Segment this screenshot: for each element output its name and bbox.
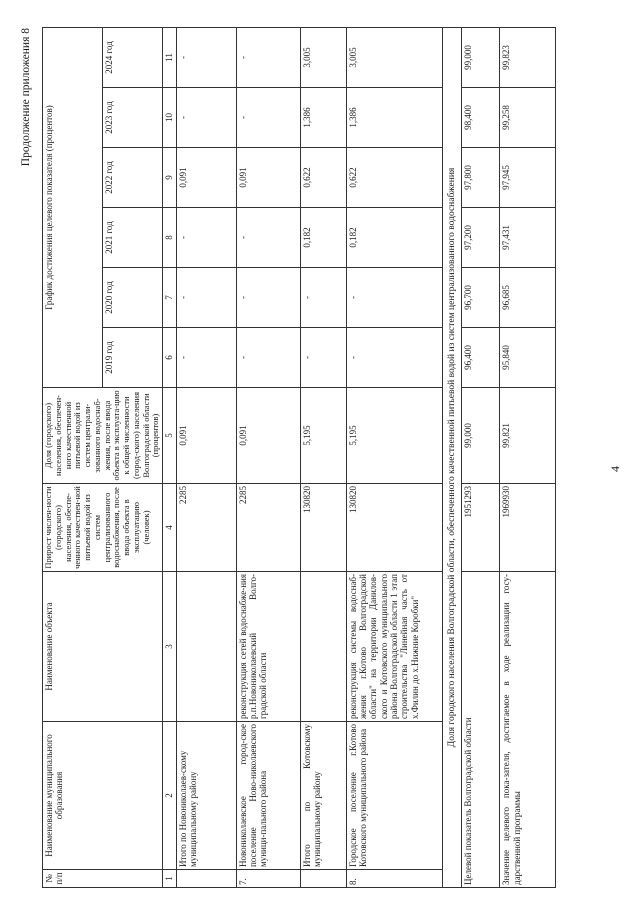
row-year-value: -	[236, 27, 300, 87]
row-year-value: 0,622	[346, 148, 442, 208]
header-year: 2022 год	[103, 148, 163, 208]
row-share: 5,195	[300, 388, 346, 484]
row-year-value: -	[176, 268, 236, 328]
header-row-1	[43, 27, 103, 887]
summary-row	[500, 27, 556, 887]
column-number: 7	[163, 268, 176, 328]
row-no	[176, 870, 236, 888]
column-number: 1	[163, 870, 176, 888]
row-municipality: Итого по Котовскому муниципальному району	[300, 722, 346, 870]
row-year-value: -	[176, 208, 236, 268]
table-row	[346, 27, 442, 887]
row-growth: 130820	[300, 484, 346, 572]
summary-share: 99,821	[500, 388, 556, 484]
row-year-value: 0,182	[346, 208, 442, 268]
row-no: 7.	[236, 870, 300, 888]
column-number: 4	[163, 484, 176, 572]
row-growth: 2285	[236, 484, 300, 572]
summary-year-value: 95,840	[500, 328, 556, 388]
header-municipality: Наименование муниципального образования	[43, 722, 163, 870]
summary-year-value: 96,685	[500, 268, 556, 328]
row-municipality: Городское поселение г.Котово Котовского муниципального района	[346, 722, 442, 870]
summary-year-value: 96,400	[462, 328, 500, 388]
row-object	[176, 572, 236, 722]
row-municipality: Новониколаевское город-ское поселение Ново-николаевского муници-пального района	[236, 722, 300, 870]
summary-year-value: 97,200	[462, 208, 500, 268]
row-year-value: 3,005	[346, 27, 442, 87]
row-year-value: 0,091	[176, 148, 236, 208]
column-number: 11	[163, 27, 176, 87]
header-growth: Прирост числен-ности (городского) населения, обеспе-ченного качествен-ной питьевой водой из систем централизованного водоснабжения, после ввода объекта в эксплуатацию (человек)	[43, 484, 163, 572]
row-year-value: -	[176, 27, 236, 87]
column-number: 9	[163, 148, 176, 208]
row-year-value: 3,005	[300, 27, 346, 87]
row-year-value: 0,182	[300, 208, 346, 268]
column-number-row	[163, 27, 176, 887]
row-year-value: -	[236, 88, 300, 148]
row-year-value: -	[300, 268, 346, 328]
summary-growth: 1951293	[462, 484, 500, 572]
summary-year-value: 99,000	[462, 27, 500, 87]
row-object	[300, 572, 346, 722]
header-object: Наименование объекта	[43, 572, 163, 722]
page-number: 4	[608, 466, 622, 472]
document-page	[18, 28, 622, 888]
header-year: 2024 год	[103, 27, 163, 87]
table-row	[236, 27, 300, 887]
header-schedule: График достижения целевого показателя (процентов)	[43, 27, 103, 387]
row-share: 0,091	[236, 388, 300, 484]
summary-year-value: 98,400	[462, 88, 500, 148]
row-year-value: 0,622	[300, 148, 346, 208]
row-share: 0,091	[176, 388, 236, 484]
header-no: № п/п	[43, 870, 163, 888]
summary-label: Целевой показатель Волгоградской области	[462, 572, 500, 888]
header-share: Доля (городского) населения, обеспечен-ного качественной питьевой водой из систем централи-зованного водоснаб-жения, после ввода объекта в эксплуата-цию к общей численности (город-ского) населения Волгоградской области (процентов)	[43, 388, 163, 484]
summary-year-value: 97,945	[500, 148, 556, 208]
data-table	[42, 27, 556, 888]
header-year: 2021 год	[103, 208, 163, 268]
row-year-value: -	[236, 208, 300, 268]
summary-growth: 1969930	[500, 484, 556, 572]
row-object: реконструкция сетей водоснабже-ния р.п.Новониколаевский Волго-градской области	[236, 572, 300, 722]
row-object: реконструкция системы водоснаб-жения г.Котово Волгоградской области" на территории Данилов-ского и Котовского муниципального района Волгоградской области 1 этап строительства "Линейная часть от х.Филин до х.Нижние Коробки"	[346, 572, 442, 722]
row-year-value: -	[236, 328, 300, 388]
row-year-value: -	[300, 328, 346, 388]
row-municipality: Итого по Новониколаев-скому муниципальному району	[176, 722, 236, 870]
header-year: 2020 год	[103, 268, 163, 328]
row-year-value: 1,386	[300, 88, 346, 148]
summary-label: Значение целевого пока-зателя, достигаемое в ходе реализации госу-дарственной программы	[500, 572, 556, 888]
continuation-label: Продолжение приложения 8	[20, 28, 32, 167]
summary-year-value: 97,800	[462, 148, 500, 208]
row-year-value: -	[236, 268, 300, 328]
row-share: 5,195	[346, 388, 442, 484]
column-number: 10	[163, 88, 176, 148]
summary-year-value: 97,431	[500, 208, 556, 268]
row-year-value: -	[346, 328, 442, 388]
column-number: 5	[163, 388, 176, 484]
header-year: 2019 год	[103, 328, 163, 388]
column-number: 2	[163, 722, 176, 870]
summary-year-value: 99,258	[500, 88, 556, 148]
column-number: 8	[163, 208, 176, 268]
table-row	[176, 27, 236, 887]
column-number: 6	[163, 328, 176, 388]
summary-share: 99,000	[462, 388, 500, 484]
summary-year-value: 96,700	[462, 268, 500, 328]
section-row	[442, 27, 462, 887]
row-year-value: 1,386	[346, 88, 442, 148]
section-title: Доля городского населения Волгоградской области, обеспеченного качественной питьевой водой из систем централизованного водоснабжения	[442, 27, 462, 887]
row-growth: 2285	[176, 484, 236, 572]
row-year-value: -	[176, 328, 236, 388]
summary-row	[462, 27, 500, 887]
row-year-value: -	[176, 88, 236, 148]
row-year-value: -	[346, 268, 442, 328]
header-year: 2023 год	[103, 88, 163, 148]
row-no: 8.	[346, 870, 442, 888]
row-year-value: 0,091	[236, 148, 300, 208]
table-row	[300, 27, 346, 887]
summary-year-value: 99,823	[500, 27, 556, 87]
row-no	[300, 870, 346, 888]
row-growth: 130820	[346, 484, 442, 572]
column-number: 3	[163, 572, 176, 722]
